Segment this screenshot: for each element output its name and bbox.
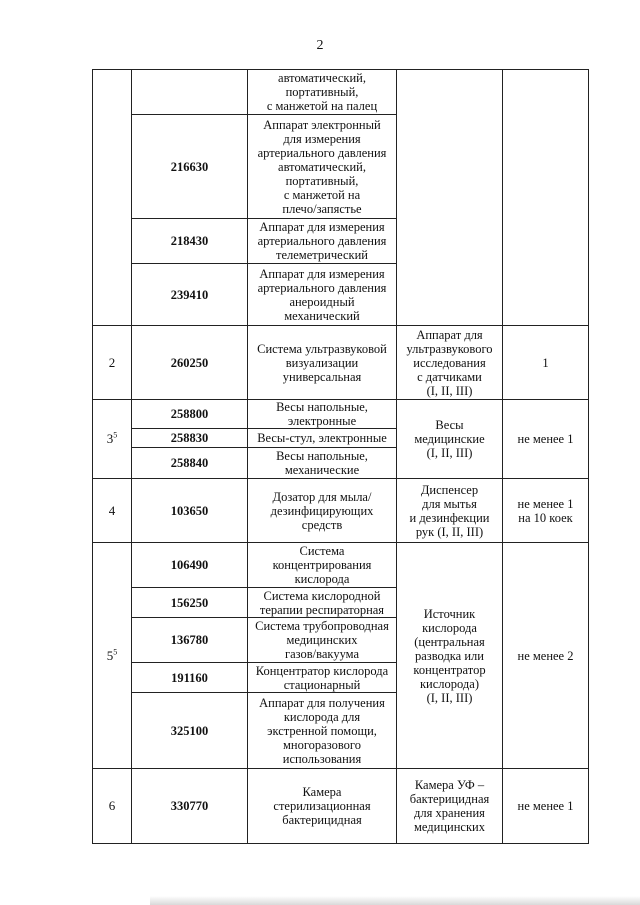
quantity-cell: [503, 70, 589, 326]
device-name-cell: автоматический, портативный, с манжетой на палец: [248, 70, 397, 115]
code-cell: 258800: [132, 400, 248, 429]
row-number-cell: $5^5$: [93, 543, 132, 769]
code-cell: 258830: [132, 429, 248, 448]
device-type-cell: Камера УФ – бактерицидная для хранения медицинских: [397, 769, 503, 844]
quantity-cell: не менее 1 на 10 коек: [503, 479, 589, 543]
device-name-cell: Система трубопроводная медицинских газов/вакуума: [248, 618, 397, 663]
row-number-cell: 4: [93, 479, 132, 543]
device-name-cell: Весы-стул, электронные: [248, 429, 397, 448]
code-cell: 258840: [132, 448, 248, 479]
quantity-cell: не менее 2: [503, 543, 589, 769]
code-cell: 103650: [132, 479, 248, 543]
device-name-cell: Концентратор кислорода стационарный: [248, 663, 397, 693]
code-cell: 260250: [132, 326, 248, 400]
device-type-cell: Диспенсер для мытья и дезинфекции рук (I, II, III): [397, 479, 503, 543]
device-name-cell: Весы напольные, механические: [248, 448, 397, 479]
code-cell: 218430: [132, 219, 248, 264]
table-row: [93, 479, 589, 543]
device-name-cell: Аппарат для измерения артериального давления телеметрический: [248, 219, 397, 264]
row-number-cell: [93, 70, 132, 326]
page-number: 2: [316, 38, 324, 53]
device-name-cell: Система ультразвуковой визуализации универсальная: [248, 326, 397, 400]
equipment-table: [92, 69, 589, 844]
device-name-cell: Камера стерилизационная бактерицидная: [248, 769, 397, 844]
code-cell: [132, 70, 248, 115]
device-name-cell: Аппарат для измерения артериального давления анероидный механический: [248, 264, 397, 326]
device-type-cell: Аппарат для ультразвукового исследования с датчиками (I, II, III): [397, 326, 503, 400]
row-number-cell: 6: [93, 769, 132, 844]
device-type-cell: Весы медицинские (I, II, III): [397, 400, 503, 479]
device-name-cell: Дозатор для мыла/ дезинфицирующих средств: [248, 479, 397, 543]
device-name-cell: Система кислородной терапии респираторная: [248, 588, 397, 618]
quantity-cell: не менее 1: [503, 400, 589, 479]
code-cell: 106490: [132, 543, 248, 588]
table-row: [93, 326, 589, 400]
code-cell: 136780: [132, 618, 248, 663]
table-row: [93, 769, 589, 844]
row-number-cell: $3^5$: [93, 400, 132, 479]
device-name-cell: Аппарат электронный для измерения артериального давления автоматический, портативный, с манжетой на плечо/запястье: [248, 115, 397, 219]
device-type-cell: Источник кислорода (центральная разводка или концентратор кислорода) (I, II, III): [397, 543, 503, 769]
device-name-cell: Система концентрирования кислорода: [248, 543, 397, 588]
quantity-cell: 1: [503, 326, 589, 400]
code-cell: 239410: [132, 264, 248, 326]
device-name-cell: Весы напольные, электронные: [248, 400, 397, 429]
quantity-cell: не менее 1: [503, 769, 589, 844]
scan-edge-shadow: [150, 896, 640, 905]
table-row: [93, 543, 589, 588]
code-cell: 156250: [132, 588, 248, 618]
row-number-cell: 2: [93, 326, 132, 400]
code-cell: 330770: [132, 769, 248, 844]
code-cell: 191160: [132, 663, 248, 693]
table-row: [93, 70, 589, 115]
code-cell: 325100: [132, 693, 248, 769]
table-row: [93, 400, 589, 429]
device-type-cell: [397, 70, 503, 326]
device-name-cell: Аппарат для получения кислорода для экстренной помощи, многоразового использования: [248, 693, 397, 769]
code-cell: 216630: [132, 115, 248, 219]
